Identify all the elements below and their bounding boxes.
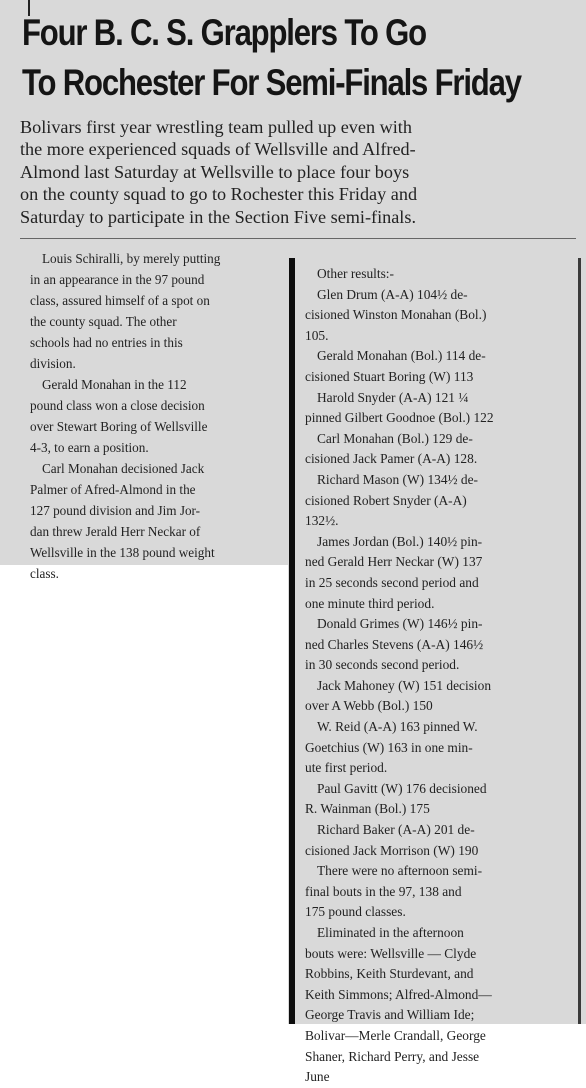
result-line: Richard Baker (A-A) 201 de-	[317, 822, 475, 838]
result-line: Shaner, Richard Perry, and Jesse	[305, 1048, 480, 1064]
result-line: ned Charles Stevens (A-A) 146½	[305, 636, 484, 652]
result-line: R. Wainman (Bol.) 175	[305, 801, 430, 817]
result-line: over A Webb (Bol.) 150	[305, 698, 433, 714]
result-line: Robbins, Keith Sturdevant, and	[305, 966, 474, 982]
result-line: Keith Simmons; Alfred-Almond—	[305, 986, 492, 1002]
text-line: Louis Schiralli, by merely putting	[42, 251, 221, 266]
left-column-text	[30, 248, 270, 584]
result-line: cisioned Winston Monahan (Bol.)	[305, 307, 487, 323]
result-line: 175 pound classes.	[305, 904, 406, 920]
column-divider-rule	[20, 238, 576, 239]
clipping-dark-edge	[289, 258, 295, 1024]
result-line: Donald Grimes (W) 146½ pin-	[317, 616, 483, 632]
result-line: one minute third period.	[305, 595, 435, 611]
result-line: Harold Snyder (A-A) 121 ¼	[317, 389, 469, 405]
result-line: cisioned Stuart Boring (W) 113	[305, 368, 474, 384]
result-line: cisioned Jack Morrison (W) 190	[305, 842, 479, 858]
result-line: There were no afternoon semi-	[317, 863, 483, 879]
result-line: Glen Drum (A-A) 104½ de-	[317, 286, 468, 302]
result-line: Carl Monahan (Bol.) 129 de-	[317, 430, 473, 446]
text-line: the county squad. The other	[30, 314, 177, 329]
result-line: 132½.	[305, 513, 339, 529]
result-line: Bolivar—Merle Crandall, George	[305, 1027, 486, 1043]
text-line: dan threw Jerald Herr Neckar of	[30, 524, 201, 539]
result-line: in 30 seconds second period.	[305, 657, 460, 673]
text-line: Palmer of Afred-Almond in the	[30, 482, 196, 497]
lead-line: Almond last Saturday at Wellsville to place four boys	[20, 161, 410, 182]
result-line: June	[305, 1069, 330, 1085]
result-line: Gerald Monahan (Bol.) 114 de-	[317, 348, 486, 364]
result-line: pinned Gilbert Goodnoe (Bol.) 122	[305, 410, 494, 426]
right-column-results	[305, 264, 571, 1088]
headline-line-2: To Rochester For Semi-Finals Friday	[22, 62, 521, 103]
result-line: 105.	[305, 327, 329, 343]
result-line: bouts were: Wellsville — Clyde	[305, 945, 477, 961]
text-line: schools had no entries in this	[30, 335, 183, 350]
result-line: Paul Gavitt (W) 176 decisioned	[317, 780, 487, 796]
result-line: ute first period.	[305, 760, 388, 776]
result-line: Eliminated in the afternoon	[317, 925, 464, 940]
results-heading: Other results:-	[317, 266, 394, 281]
text-line: over Stewart Boring of Wellsville	[30, 419, 208, 434]
text-line: pound class won a close decision	[30, 398, 205, 413]
clipping-right-edge	[578, 258, 581, 1024]
lead-line: the more experienced squads of Wellsville and Alfred-	[20, 139, 416, 160]
result-line: W. Reid (A-A) 163 pinned W.	[317, 719, 478, 735]
lead-line: on the county squad to go to Rochester this Friday and	[20, 184, 418, 205]
result-line: final bouts in the 97, 138 and	[305, 883, 462, 899]
result-line: ned Gerald Herr Neckar (W) 137	[305, 554, 483, 570]
result-line: cisioned Jack Pamer (A-A) 128.	[305, 451, 478, 467]
result-line: James Jordan (Bol.) 140½ pin-	[317, 533, 483, 549]
text-line: Carl Monahan decisioned Jack	[42, 461, 205, 476]
text-line: 4-3, to earn a position.	[30, 440, 149, 455]
result-line: Jack Mahoney (W) 151 decision	[317, 677, 492, 693]
result-line: Richard Mason (W) 134½ de-	[317, 471, 479, 487]
text-line: Gerald Monahan in the 112	[42, 377, 187, 392]
result-line: Goetchius (W) 163 in one min-	[305, 739, 473, 755]
lead-line: Saturday to participate in the Section Five semi-finals.	[20, 206, 416, 227]
text-line: class.	[30, 566, 59, 581]
text-line: class, assured himself of a spot on	[30, 293, 210, 308]
text-line: division.	[30, 356, 76, 371]
text-line: in an appearance in the 97 pound	[30, 272, 205, 287]
article-headline	[22, 8, 521, 108]
headline-line-1: Four B. C. S. Grapplers To Go	[22, 12, 426, 53]
lead-line: Bolivars first year wrestling team pulled up even with	[20, 117, 412, 137]
result-line: George Travis and William Ide;	[305, 1007, 475, 1023]
text-line: Wellsville in the 138 pound weight	[30, 545, 215, 560]
article-lead-paragraph	[20, 116, 578, 228]
result-line: cisioned Robert Snyder (A-A)	[305, 492, 467, 508]
result-line: in 25 seconds second period and	[305, 574, 479, 590]
text-line: 127 pound division and Jim Jor-	[30, 503, 201, 518]
